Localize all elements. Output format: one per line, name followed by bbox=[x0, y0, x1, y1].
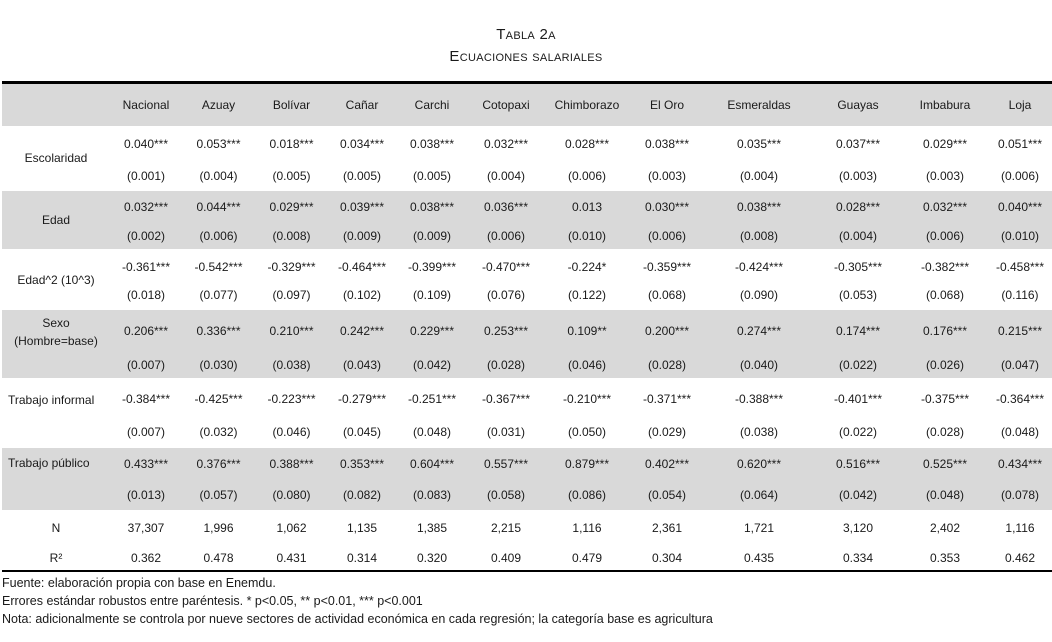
std-error-cell: (0.003) bbox=[647, 168, 687, 183]
coefficient-cell: 0.402*** bbox=[630, 447, 704, 479]
std-error-cell: (0.028) bbox=[630, 351, 704, 379]
column-header: Azuay bbox=[182, 84, 255, 126]
std-error-cell: (0.042) bbox=[396, 351, 468, 379]
stat-cell: 0.334 bbox=[842, 550, 874, 565]
stat-cell: 1,721 bbox=[704, 511, 814, 544]
coefficient-row bbox=[2, 447, 1052, 479]
std-error-cell: (0.116) bbox=[1001, 288, 1039, 302]
coefficient-cell: -0.371*** bbox=[630, 379, 704, 417]
std-error-cell: (0.048) bbox=[412, 424, 452, 439]
std-error-cell: (0.022) bbox=[814, 351, 902, 379]
coefficient-cell: 0.038*** bbox=[644, 137, 690, 151]
coefficient-cell: 0.053*** bbox=[196, 137, 241, 151]
std-error-cell: (0.022) bbox=[838, 424, 878, 439]
coefficient-cell: 0.013 bbox=[544, 190, 630, 223]
std-error-cell: (0.064) bbox=[704, 479, 814, 511]
std-error-cell: (0.003) bbox=[925, 168, 965, 183]
coefficient-cell: 0.516*** bbox=[814, 447, 902, 479]
std-error-cell: (0.053) bbox=[838, 288, 878, 302]
std-error-cell: (0.031) bbox=[486, 424, 526, 439]
std-error-cell: (0.077) bbox=[199, 288, 238, 302]
header-row bbox=[2, 84, 1052, 126]
coefficient-cell: 0.604*** bbox=[396, 447, 468, 479]
coefficient-cell: 0.200*** bbox=[630, 309, 704, 351]
coefficient-cell: 0.433*** bbox=[110, 447, 182, 479]
std-error-cell: (0.068) bbox=[647, 288, 687, 302]
coefficient-cell: -0.384*** bbox=[110, 379, 182, 417]
stat-cell: 2,361 bbox=[630, 511, 704, 544]
stat-row-n bbox=[2, 511, 1052, 544]
std-error-cell: (0.068) bbox=[925, 288, 965, 302]
std-error-row bbox=[2, 351, 1052, 379]
coefficient-row bbox=[2, 126, 1052, 162]
coefficient-cell: 0.210*** bbox=[255, 309, 328, 351]
note-controls: Nota: adicionalmente se controla por nueve sectores de actividad económica en cada regresión; la categoría base es agricultura bbox=[2, 612, 713, 626]
coefficient-cell: 0.039*** bbox=[328, 190, 396, 223]
column-header: Nacional bbox=[110, 84, 182, 126]
std-error-cell: (0.054) bbox=[630, 479, 704, 511]
std-error-cell: (0.076) bbox=[486, 288, 526, 302]
std-error-cell: (0.009) bbox=[328, 223, 396, 250]
std-error-cell: (0.028) bbox=[925, 424, 965, 439]
coefficient-cell: 0.051*** bbox=[997, 137, 1043, 151]
stat-cell: 0.478 bbox=[203, 550, 234, 565]
std-error-cell: (0.008) bbox=[704, 223, 814, 250]
column-header: Imbabura bbox=[902, 84, 988, 126]
std-error-cell: (0.109) bbox=[412, 288, 452, 302]
std-error-cell: (0.042) bbox=[814, 479, 902, 511]
coefficient-cell: 0.274*** bbox=[704, 309, 814, 351]
row-label: R² bbox=[49, 550, 63, 565]
coefficient-cell: -0.382*** bbox=[902, 250, 988, 282]
stat-cell: 0.409 bbox=[490, 550, 522, 565]
coefficient-cell: -0.401*** bbox=[814, 379, 902, 417]
column-header: Chimborazo bbox=[544, 84, 630, 126]
std-error-cell: (0.032) bbox=[199, 424, 238, 439]
coefficient-cell: -0.542*** bbox=[182, 250, 255, 282]
coefficient-cell: 0.620*** bbox=[704, 447, 814, 479]
coefficient-row bbox=[2, 190, 1052, 223]
std-error-cell: (0.097) bbox=[272, 288, 311, 302]
coefficient-cell: 0.038*** bbox=[409, 137, 455, 151]
std-error-cell: (0.018) bbox=[126, 288, 166, 302]
coefficient-cell: -0.424*** bbox=[704, 250, 814, 282]
coefficient-cell: -0.223*** bbox=[255, 379, 328, 417]
row-label: N bbox=[2, 511, 110, 544]
coefficient-cell: 0.388*** bbox=[255, 447, 328, 479]
std-error-cell: (0.010) bbox=[544, 223, 630, 250]
std-error-cell: (0.048) bbox=[902, 479, 988, 511]
wage-equations-table bbox=[2, 84, 1052, 571]
std-error-row bbox=[2, 479, 1052, 511]
coefficient-cell: 0.229*** bbox=[396, 309, 468, 351]
std-error-cell: (0.057) bbox=[182, 479, 255, 511]
coefficient-row bbox=[2, 250, 1052, 282]
coefficient-cell: 0.879*** bbox=[544, 447, 630, 479]
std-error-cell: (0.007) bbox=[110, 351, 182, 379]
std-error-cell: (0.007) bbox=[126, 424, 166, 439]
std-error-cell: (0.122) bbox=[567, 288, 607, 302]
stat-row-r2 bbox=[2, 544, 1052, 571]
std-error-cell: (0.080) bbox=[255, 479, 328, 511]
coefficient-cell: 0.040*** bbox=[988, 190, 1052, 223]
coefficient-cell: 0.044*** bbox=[182, 190, 255, 223]
stat-cell: 0.479 bbox=[571, 550, 603, 565]
coefficient-cell: 0.336*** bbox=[182, 309, 255, 351]
std-error-cell: (0.083) bbox=[396, 479, 468, 511]
coefficient-cell: 0.029*** bbox=[922, 137, 968, 151]
std-error-cell: (0.048) bbox=[1000, 424, 1040, 439]
column-header: Loja bbox=[988, 84, 1052, 126]
coefficient-cell: 0.525*** bbox=[902, 447, 988, 479]
note-source: Fuente: elaboración propia con base en Enemdu. bbox=[2, 576, 276, 590]
row-label: Trabajo público bbox=[2, 447, 110, 511]
coefficient-cell: -0.367*** bbox=[468, 379, 544, 417]
row-label: Escolaridad bbox=[24, 150, 88, 165]
std-error-cell: (0.058) bbox=[468, 479, 544, 511]
std-error-row bbox=[2, 282, 1052, 309]
header-corner bbox=[2, 84, 110, 126]
coefficient-cell: -0.425*** bbox=[182, 379, 255, 417]
std-error-cell: (0.050) bbox=[567, 424, 607, 439]
table-notes bbox=[2, 574, 713, 628]
coefficient-cell: -0.464*** bbox=[328, 250, 396, 282]
table-title-number: Tabla 2a bbox=[496, 26, 556, 43]
column-header: Carchi bbox=[396, 84, 468, 126]
std-error-cell: (0.004) bbox=[814, 223, 902, 250]
coefficient-cell: 0.029*** bbox=[255, 190, 328, 223]
std-error-cell: (0.006) bbox=[630, 223, 704, 250]
coefficient-cell: -0.399*** bbox=[396, 250, 468, 282]
coefficient-cell: -0.364*** bbox=[988, 379, 1052, 417]
coefficient-cell: 0.242*** bbox=[328, 309, 396, 351]
std-error-cell: (0.004) bbox=[739, 168, 779, 183]
std-error-cell: (0.013) bbox=[110, 479, 182, 511]
std-error-cell: (0.006) bbox=[1000, 168, 1040, 183]
coefficient-cell: 0.036*** bbox=[468, 190, 544, 223]
coefficient-cell: -0.329*** bbox=[255, 250, 328, 282]
stat-cell: 0.431 bbox=[276, 550, 307, 565]
coefficient-cell: 0.028*** bbox=[814, 190, 902, 223]
std-error-cell: (0.004) bbox=[486, 168, 526, 183]
std-error-cell: (0.006) bbox=[468, 223, 544, 250]
stat-cell: 0.435 bbox=[743, 550, 775, 565]
column-header: Esmeraldas bbox=[704, 84, 814, 126]
stat-cell: 1,385 bbox=[396, 511, 468, 544]
std-error-cell: (0.046) bbox=[272, 424, 311, 439]
coefficient-cell: 0.018*** bbox=[269, 137, 314, 151]
coefficient-cell: -0.458*** bbox=[988, 250, 1052, 282]
coefficient-cell: -0.388*** bbox=[704, 379, 814, 417]
stat-cell: 2,215 bbox=[468, 511, 544, 544]
coefficient-cell: -0.375*** bbox=[902, 379, 988, 417]
std-error-row bbox=[2, 162, 1052, 190]
coefficient-cell: 0.032*** bbox=[483, 137, 529, 151]
coefficient-cell: 0.032*** bbox=[902, 190, 988, 223]
std-error-cell: (0.006) bbox=[902, 223, 988, 250]
coefficient-cell: -0.470*** bbox=[468, 250, 544, 282]
stat-cell: 0.353 bbox=[929, 550, 961, 565]
std-error-cell: (0.006) bbox=[182, 223, 255, 250]
std-error-cell: (0.040) bbox=[704, 351, 814, 379]
std-error-cell: (0.038) bbox=[739, 424, 779, 439]
coefficient-cell: 0.028*** bbox=[564, 137, 610, 151]
row-label: Edad^2 (10^3) bbox=[2, 250, 110, 309]
stat-cell: 1,116 bbox=[544, 511, 630, 544]
stat-cell: 2,402 bbox=[902, 511, 988, 544]
std-error-cell: (0.003) bbox=[838, 168, 878, 183]
stat-cell: 37,307 bbox=[110, 511, 182, 544]
table-title-caption: Ecuaciones salariales bbox=[449, 48, 603, 65]
coefficient-cell: 0.038*** bbox=[704, 190, 814, 223]
coefficient-cell: -0.251*** bbox=[396, 379, 468, 417]
coefficient-cell: 0.557*** bbox=[468, 447, 544, 479]
stat-cell: 0.320 bbox=[416, 550, 448, 565]
coefficient-cell: 0.434*** bbox=[988, 447, 1052, 479]
column-header: Bolívar bbox=[255, 84, 328, 126]
bottom-rule bbox=[2, 570, 1052, 572]
coefficient-cell: -0.210*** bbox=[544, 379, 630, 417]
coefficient-row bbox=[2, 379, 1052, 417]
std-error-cell: (0.102) bbox=[342, 288, 382, 302]
row-label: Edad bbox=[2, 190, 110, 250]
std-error-cell: (0.026) bbox=[902, 351, 988, 379]
coefficient-cell: 0.206*** bbox=[110, 309, 182, 351]
std-error-cell: (0.004) bbox=[199, 168, 238, 183]
coefficient-cell: 0.037*** bbox=[835, 137, 881, 151]
std-error-cell: (0.006) bbox=[567, 168, 607, 183]
std-error-cell: (0.078) bbox=[988, 479, 1052, 511]
column-header: Cañar bbox=[328, 84, 396, 126]
column-header: Cotopaxi bbox=[468, 84, 544, 126]
std-error-cell: (0.008) bbox=[255, 223, 328, 250]
stat-cell: 0.314 bbox=[346, 550, 378, 565]
std-error-cell: (0.010) bbox=[988, 223, 1052, 250]
coefficient-cell: 0.253*** bbox=[468, 309, 544, 351]
stat-cell: 1,996 bbox=[182, 511, 255, 544]
coefficient-cell: -0.224* bbox=[544, 250, 630, 282]
std-error-cell: (0.009) bbox=[396, 223, 468, 250]
coefficient-cell: 0.040*** bbox=[123, 137, 169, 151]
std-error-cell: (0.046) bbox=[544, 351, 630, 379]
std-error-cell: (0.082) bbox=[328, 479, 396, 511]
std-error-cell: (0.005) bbox=[272, 168, 311, 183]
row-label: Trabajo informal bbox=[2, 379, 110, 447]
coefficient-cell: 0.035*** bbox=[736, 137, 782, 151]
std-error-cell: (0.002) bbox=[110, 223, 182, 250]
column-header: Guayas bbox=[814, 84, 902, 126]
coefficient-cell: -0.305*** bbox=[814, 250, 902, 282]
coefficient-cell: 0.376*** bbox=[182, 447, 255, 479]
coefficient-cell: 0.176*** bbox=[902, 309, 988, 351]
std-error-cell: (0.001) bbox=[126, 168, 166, 183]
std-error-cell: (0.090) bbox=[739, 288, 779, 302]
column-header: El Oro bbox=[630, 84, 704, 126]
row-label: Sexo (Hombre=base) bbox=[2, 309, 110, 379]
std-error-row bbox=[2, 417, 1052, 447]
std-error-cell: (0.043) bbox=[328, 351, 396, 379]
std-error-cell: (0.045) bbox=[342, 424, 382, 439]
coefficient-cell: 0.030*** bbox=[630, 190, 704, 223]
std-error-cell: (0.030) bbox=[182, 351, 255, 379]
stat-cell: 3,120 bbox=[814, 511, 902, 544]
stat-cell: 0.362 bbox=[130, 550, 162, 565]
std-error-cell: (0.038) bbox=[255, 351, 328, 379]
std-error-cell: (0.029) bbox=[647, 424, 687, 439]
coefficient-cell: 0.353*** bbox=[328, 447, 396, 479]
stat-cell: 1,135 bbox=[328, 511, 396, 544]
stat-cell: 1,116 bbox=[988, 511, 1052, 544]
table-title bbox=[0, 24, 1052, 68]
coefficient-row bbox=[2, 309, 1052, 351]
coefficient-cell: -0.361*** bbox=[110, 250, 182, 282]
stat-cell: 0.462 bbox=[1004, 550, 1036, 565]
std-error-cell: (0.005) bbox=[412, 168, 452, 183]
coefficient-cell: -0.359*** bbox=[630, 250, 704, 282]
coefficient-cell: 0.174*** bbox=[814, 309, 902, 351]
std-error-cell: (0.005) bbox=[342, 168, 382, 183]
std-error-cell: (0.047) bbox=[988, 351, 1052, 379]
note-errors: Errores estándar robustos entre paréntesis. * p<0.05, ** p<0.01, *** p<0.001 bbox=[2, 594, 423, 608]
coefficient-cell: 0.034*** bbox=[339, 137, 385, 151]
coefficient-cell: 0.032*** bbox=[110, 190, 182, 223]
coefficient-cell: -0.279*** bbox=[328, 379, 396, 417]
stat-cell: 1,062 bbox=[255, 511, 328, 544]
coefficient-cell: 0.215*** bbox=[988, 309, 1052, 351]
std-error-cell: (0.086) bbox=[544, 479, 630, 511]
std-error-cell: (0.028) bbox=[468, 351, 544, 379]
std-error-row bbox=[2, 223, 1052, 250]
coefficient-cell: 0.109** bbox=[544, 309, 630, 351]
stat-cell: 0.304 bbox=[651, 550, 683, 565]
coefficient-cell: 0.038*** bbox=[396, 190, 468, 223]
